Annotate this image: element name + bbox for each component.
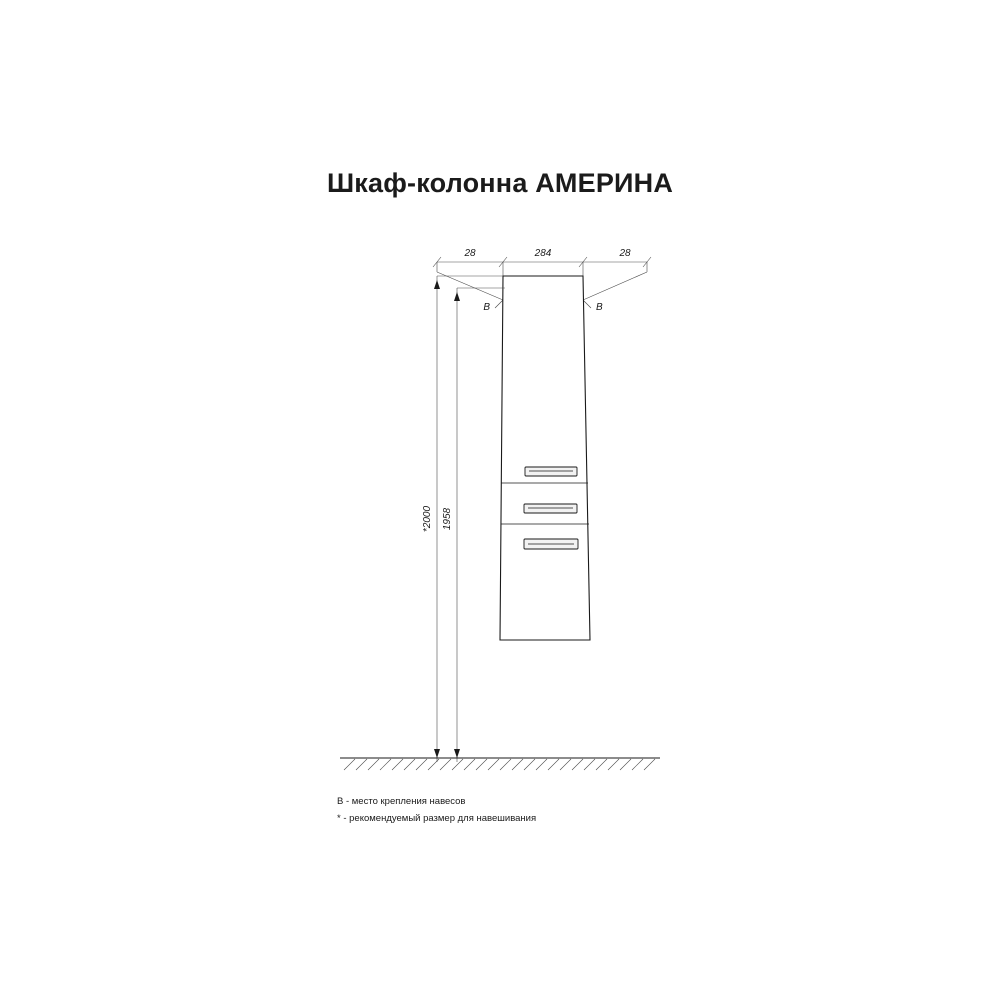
height-dimension-1958 (454, 288, 505, 762)
dimension-2000-label: *2000 (422, 505, 433, 533)
handle-upper (525, 467, 577, 476)
dimension-284-center: 284 (534, 248, 552, 259)
handle-middle (524, 504, 577, 513)
cabinet-body (500, 276, 590, 640)
dimension-28-right: 28 (619, 248, 631, 259)
page-title: Шкаф-колонна АМЕРИНА (326, 168, 674, 198)
legend-note-1: В - место крепления навесов (337, 796, 466, 807)
marker-b-right: В (596, 302, 603, 313)
dimension-1958-label: 1958 (442, 507, 453, 531)
marker-b-left: В (483, 302, 490, 313)
dimension-28-left: 28 (464, 248, 476, 259)
legend-note-2: * - рекомендуемый размер для навешивания (337, 813, 537, 824)
floor-line (340, 758, 660, 770)
